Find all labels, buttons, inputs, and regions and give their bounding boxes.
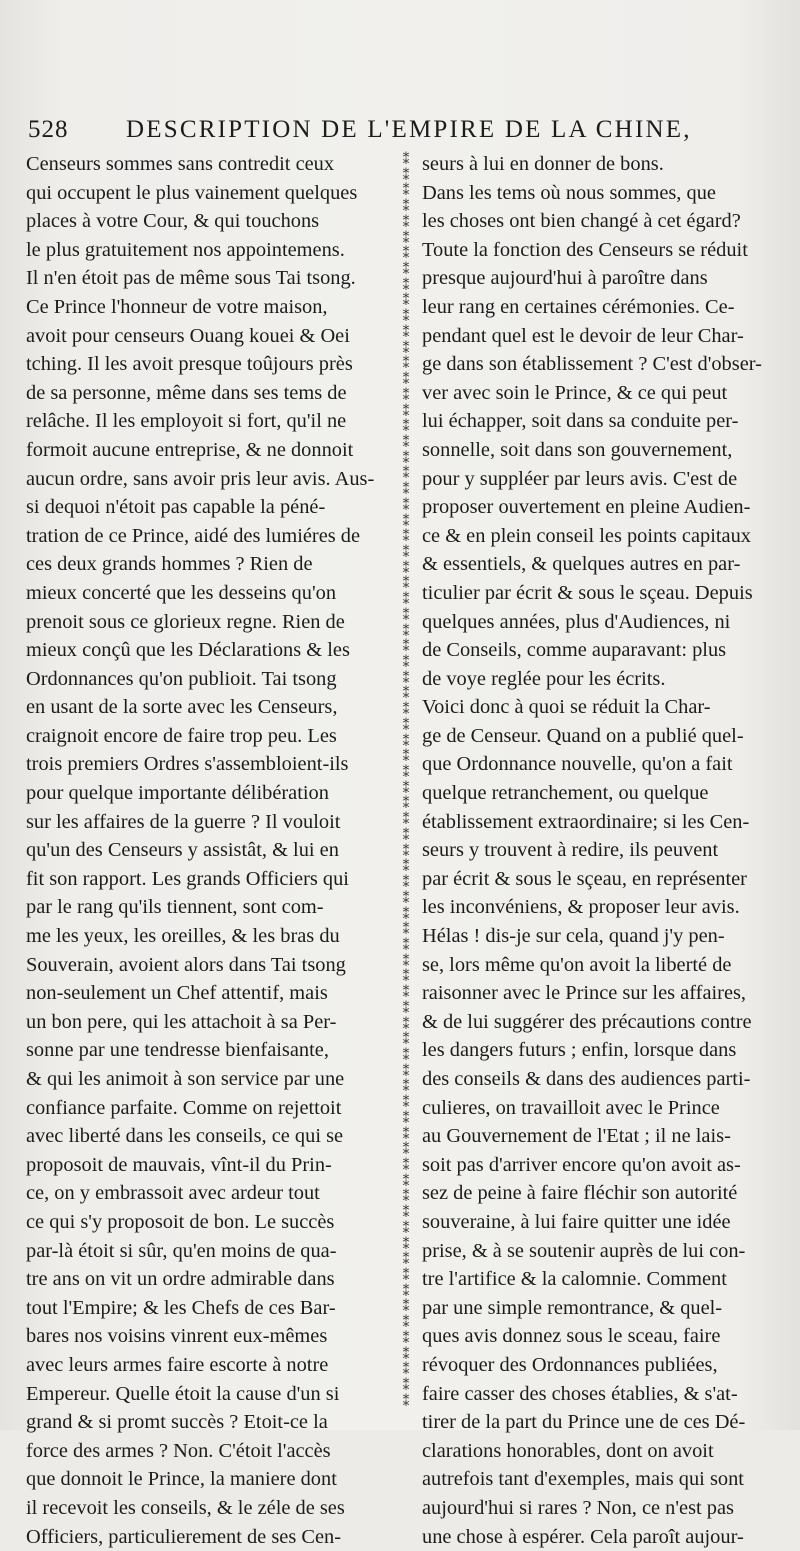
ornament-glyph: ⁑	[403, 248, 410, 262]
text-line: formoit aucune entreprise, & ne donnoit	[26, 436, 388, 465]
ornament-glyph: ⁑	[403, 1286, 410, 1300]
ornament-glyph: ⁑	[403, 1034, 410, 1048]
ornament-glyph: ⁑	[403, 311, 410, 325]
text-line: par écrit & sous le sçeau, en représenter	[422, 865, 782, 894]
running-head	[28, 116, 788, 152]
text-line: tre l'artifice & la calomnie. Comment	[422, 1265, 782, 1294]
ornament-glyph: ⁑	[403, 170, 410, 184]
ornament-glyph: ⁑	[403, 830, 410, 844]
ornament-glyph: ⁑	[403, 1050, 410, 1064]
text-line: prise, & à se soutenir auprès de lui con-	[422, 1237, 782, 1266]
ornament-glyph: ⁑	[403, 736, 410, 750]
right-text-column	[422, 150, 782, 1551]
text-line: sur les affaires de la guerre ? Il vouloit	[26, 808, 388, 837]
ornament-glyph: ⁑	[403, 154, 410, 168]
text-line: tration de ce Prince, aidé des lumiéres de	[26, 522, 388, 551]
text-line: lui échapper, soit dans sa conduite per-	[422, 407, 782, 436]
text-line: proposoit de mauvais, vînt-il du Prin-	[26, 1151, 388, 1180]
ornament-glyph: ⁑	[403, 610, 410, 624]
ornament-glyph: ⁑	[403, 264, 410, 278]
ornament-glyph: ⁑	[403, 453, 410, 467]
ornament-glyph: ⁑	[403, 516, 410, 530]
text-line: en usant de la sorte avec les Censeurs,	[26, 693, 388, 722]
text-line: de voye reglée pour les écrits.	[422, 665, 782, 694]
ornament-glyph: ⁑	[403, 1333, 410, 1347]
ornament-glyph: ⁑	[403, 1129, 410, 1143]
text-line: aujourd'hui si rares ? Non, ce n'est pas	[422, 1494, 782, 1523]
text-line: clarations honorables, dont on avoit	[422, 1437, 782, 1466]
ornament-glyph: ⁑	[403, 1396, 410, 1410]
page-number: 528	[28, 116, 69, 144]
left-text-column	[26, 150, 388, 1551]
text-line: force des armes ? Non. C'étoit l'accès	[26, 1437, 388, 1466]
ornament-glyph: ⁑	[403, 1113, 410, 1127]
ornament-glyph: ⁑	[403, 924, 410, 938]
text-line: Voici donc à quoi se réduit la Char-	[422, 693, 782, 722]
ornament-glyph: ⁑	[403, 358, 410, 372]
text-line: proposer ouvertement en pleine Audien-	[422, 493, 782, 522]
text-line: révoquer des Ordonnances publiées,	[422, 1351, 782, 1380]
ornament-glyph: ⁑	[403, 217, 410, 231]
ornament-glyph: ⁑	[403, 594, 410, 608]
ornament-glyph: ⁑	[403, 468, 410, 482]
text-line: établissement extraordinaire; si les Cen-	[422, 808, 782, 837]
text-line: sez de peine à faire fléchir son autorité	[422, 1179, 782, 1208]
text-line: avec liberté dans les conseils, ce qui se	[26, 1122, 388, 1151]
text-line: quelque retranchement, ou quelque	[422, 779, 782, 808]
text-line: les dangers futurs ; enfin, lorsque dans	[422, 1036, 782, 1065]
ornament-glyph: ⁑	[403, 484, 410, 498]
ornament-glyph: ⁑	[403, 1144, 410, 1158]
text-line: ce & en plein conseil les points capitaux	[422, 522, 782, 551]
ornament-glyph: ⁑	[403, 406, 410, 420]
ornament-glyph: ⁑	[403, 201, 410, 215]
column-ornament-divider	[396, 154, 416, 1410]
text-line: confiance parfaite. Comme on rejettoit	[26, 1094, 388, 1123]
ornament-glyph: ⁑	[403, 767, 410, 781]
text-line: avoit pour censeurs Ouang kouei & Oei	[26, 322, 388, 351]
ornament-glyph: ⁑	[403, 814, 410, 828]
ornament-glyph: ⁑	[403, 421, 410, 435]
text-line: avec leurs armes faire escorte à notre	[26, 1351, 388, 1380]
text-line: & de lui suggérer des précautions contre	[422, 1008, 782, 1037]
ornament-glyph: ⁑	[403, 1254, 410, 1268]
text-line: & qui les animoit à son service par une	[26, 1065, 388, 1094]
text-line: pour quelque importante délibération	[26, 779, 388, 808]
ornament-glyph: ⁑	[403, 688, 410, 702]
text-line: les inconvéniens, & proposer leur avis.	[422, 893, 782, 922]
ornament-glyph: ⁑	[403, 626, 410, 640]
ornament-glyph: ⁑	[403, 987, 410, 1001]
ornament-glyph: ⁑	[403, 1176, 410, 1190]
text-line: sonne par une tendresse bienfaisante,	[26, 1036, 388, 1065]
text-line: Ce Prince l'honneur de votre maison,	[26, 293, 388, 322]
ornament-glyph: ⁑	[403, 1081, 410, 1095]
ornament-glyph: ⁑	[403, 641, 410, 655]
text-line: ques avis donnez sous le sceau, faire	[422, 1322, 782, 1351]
text-line: Censeurs sommes sans contredit ceux	[26, 150, 388, 179]
ornament-glyph: ⁑	[403, 751, 410, 765]
ornament-glyph: ⁑	[403, 1270, 410, 1284]
text-line: qui occupent le plus vainement quelques	[26, 179, 388, 208]
ornament-glyph: ⁑	[403, 1160, 410, 1174]
text-line: les choses ont bien changé à cet égard?	[422, 207, 782, 236]
ornament-glyph: ⁑	[403, 1019, 410, 1033]
ornament-glyph: ⁑	[403, 531, 410, 545]
ornament-glyph: ⁑	[403, 1239, 410, 1253]
ornament-glyph: ⁑	[403, 233, 410, 247]
text-line: tout l'Empire; & les Chefs de ces Bar-	[26, 1294, 388, 1323]
ornament-glyph: ⁑	[403, 909, 410, 923]
text-line: au Gouvernement de l'Etat ; il ne lais-	[422, 1122, 782, 1151]
text-line: ce qui s'y proposoit de bon. Le succès	[26, 1208, 388, 1237]
text-line: par-là étoit si sûr, qu'en moins de qua-	[26, 1237, 388, 1266]
ornament-glyph: ⁑	[403, 343, 410, 357]
text-line: une chose à espérer. Cela paroît aujour-	[422, 1523, 782, 1551]
text-line: aucun ordre, sans avoir pris leur avis. Aus-	[26, 465, 388, 494]
text-line: leur rang en certaines cérémonies. Ce-	[422, 293, 782, 322]
text-line: faire casser des choses établies, & s'at-	[422, 1380, 782, 1409]
ornament-glyph: ⁑	[403, 1364, 410, 1378]
text-line: pendant quel est le devoir de leur Char-	[422, 322, 782, 351]
ornament-glyph: ⁑	[403, 720, 410, 734]
text-line: souveraine, à lui faire quitter une idée	[422, 1208, 782, 1237]
ornament-glyph: ⁑	[403, 563, 410, 577]
ornament-glyph: ⁑	[403, 1301, 410, 1315]
ornament-glyph: ⁑	[403, 547, 410, 561]
text-line: que Ordonnance nouvelle, qu'on a fait	[422, 750, 782, 779]
text-line: mieux conçû que les Déclarations & les	[26, 636, 388, 665]
text-line: ge dans son établissement ? C'est d'obser-	[422, 350, 782, 379]
ornament-glyph: ⁑	[403, 1317, 410, 1331]
ornament-glyph: ⁑	[403, 956, 410, 970]
text-line: qu'un des Censeurs y assistât, & lui en	[26, 836, 388, 865]
text-line: grand & si promt succès ? Etoit-ce la	[26, 1408, 388, 1437]
ornament-glyph: ⁑	[403, 783, 410, 797]
ornament-glyph: ⁑	[403, 971, 410, 985]
text-line: presque aujourd'hui à paroître dans	[422, 264, 782, 293]
text-line: ce, on y embrassoit avec ardeur tout	[26, 1179, 388, 1208]
ornament-glyph: ⁑	[403, 374, 410, 388]
ornament-glyph: ⁑	[403, 185, 410, 199]
text-line: pour y suppléer par leurs avis. C'est de	[422, 465, 782, 494]
text-line: bares nos voisins vinrent eux-mêmes	[26, 1322, 388, 1351]
text-line: tre ans on vit un ordre admirable dans	[26, 1265, 388, 1294]
text-line: tching. Il les avoit presque toûjours près	[26, 350, 388, 379]
ornament-glyph: ⁑	[403, 893, 410, 907]
text-line: ver avec soin le Prince, & ce qui peut	[422, 379, 782, 408]
ornament-glyph: ⁑	[403, 1207, 410, 1221]
text-line: il recevoit les conseils, & le zéle de ses	[26, 1494, 388, 1523]
ornament-glyph: ⁑	[403, 1097, 410, 1111]
text-line: trois premiers Ordres s'assembloient-ils	[26, 750, 388, 779]
text-line: par le rang qu'ils tiennent, sont com-	[26, 893, 388, 922]
text-line: soit pas d'arriver encore qu'on avoit as-	[422, 1151, 782, 1180]
ornament-glyph: ⁑	[403, 1066, 410, 1080]
text-line: non-seulement un Chef attentif, mais	[26, 979, 388, 1008]
text-line: Toute la fonction des Censeurs se réduit	[422, 236, 782, 265]
text-line: que donnoit le Prince, la maniere dont	[26, 1465, 388, 1494]
ornament-glyph: ⁑	[403, 390, 410, 404]
text-line: raisonner avec le Prince sur les affaires,	[422, 979, 782, 1008]
ornament-glyph: ⁑	[403, 673, 410, 687]
ornament-glyph: ⁑	[403, 846, 410, 860]
ornament-glyph: ⁑	[403, 1191, 410, 1205]
ornament-glyph: ⁑	[403, 437, 410, 451]
text-line: de Conseils, comme auparavant: plus	[422, 636, 782, 665]
text-line: tirer de la part du Prince une de ces Dé-	[422, 1408, 782, 1437]
text-line: me les yeux, les oreilles, & les bras du	[26, 922, 388, 951]
ornament-glyph: ⁑	[403, 1223, 410, 1237]
text-line: ces deux grands hommes ? Rien de	[26, 550, 388, 579]
text-line: Dans les tems où nous sommes, que	[422, 179, 782, 208]
text-line: & essentiels, & quelques autres en par-	[422, 550, 782, 579]
text-line: si dequoi n'étoit pas capable la péné-	[26, 493, 388, 522]
text-line: places à votre Cour, & qui touchons	[26, 207, 388, 236]
text-line: seurs à lui en donner de bons.	[422, 150, 782, 179]
text-line: par une simple remontrance, & quel-	[422, 1294, 782, 1323]
text-line: prenoit sous ce glorieux regne. Rien de	[26, 608, 388, 637]
ornament-glyph: ⁑	[403, 1003, 410, 1017]
text-line: quelques années, plus d'Audiences, ni	[422, 608, 782, 637]
ornament-glyph: ⁑	[403, 280, 410, 294]
ornament-glyph: ⁑	[403, 1349, 410, 1363]
text-line: Officiers, particulierement de ses Cen-	[26, 1523, 388, 1551]
text-line: Empereur. Quelle étoit la cause d'un si	[26, 1380, 388, 1409]
ornament-glyph: ⁑	[403, 1380, 410, 1394]
text-line: relâche. Il les employoit si fort, qu'il ne	[26, 407, 388, 436]
text-line: autrefois tant d'exemples, mais qui sont	[422, 1465, 782, 1494]
text-line: fit son rapport. Les grands Officiers qui	[26, 865, 388, 894]
text-line: se, lors même qu'on avoit la liberté de	[422, 951, 782, 980]
ornament-glyph: ⁑	[403, 295, 410, 309]
text-line: culieres, on travailloit avec le Prince	[422, 1094, 782, 1123]
ornament-glyph: ⁑	[403, 657, 410, 671]
text-line: de sa personne, même dans ses tems de	[26, 379, 388, 408]
ornament-glyph: ⁑	[403, 877, 410, 891]
ornament-glyph: ⁑	[403, 500, 410, 514]
ornament-glyph: ⁑	[403, 798, 410, 812]
text-line: le plus gratuitement nos appointemens.	[26, 236, 388, 265]
ornament-glyph: ⁑	[403, 704, 410, 718]
text-line: un bon pere, qui les attachoit à sa Per-	[26, 1008, 388, 1037]
text-line: Ordonnances qu'on publioit. Tai tsong	[26, 665, 388, 694]
ornament-glyph: ⁑	[403, 861, 410, 875]
ornament-glyph: ⁑	[403, 327, 410, 341]
text-line: Hélas ! dis-je sur cela, quand j'y pen-	[422, 922, 782, 951]
text-line: des conseils & dans des audiences parti-	[422, 1065, 782, 1094]
text-line: mieux concerté que les desseins qu'on	[26, 579, 388, 608]
text-line: seurs y trouvent à redire, ils peuvent	[422, 836, 782, 865]
text-line: craignoit encore de faire trop peu. Les	[26, 722, 388, 751]
text-line: sonnelle, soit dans son gouvernement,	[422, 436, 782, 465]
text-line: ticulier par écrit & sous le sçeau. Depuis	[422, 579, 782, 608]
ornament-glyph: ⁑	[403, 940, 410, 954]
text-line: Il n'en étoit pas de même sous Tai tsong.	[26, 264, 388, 293]
running-title: DESCRIPTION DE L'EMPIRE DE LA CHINE,	[126, 116, 692, 144]
ornament-glyph: ⁑	[403, 578, 410, 592]
text-line: Souverain, avoient alors dans Tai tsong	[26, 951, 388, 980]
text-line: ge de Censeur. Quand on a publié quel-	[422, 722, 782, 751]
